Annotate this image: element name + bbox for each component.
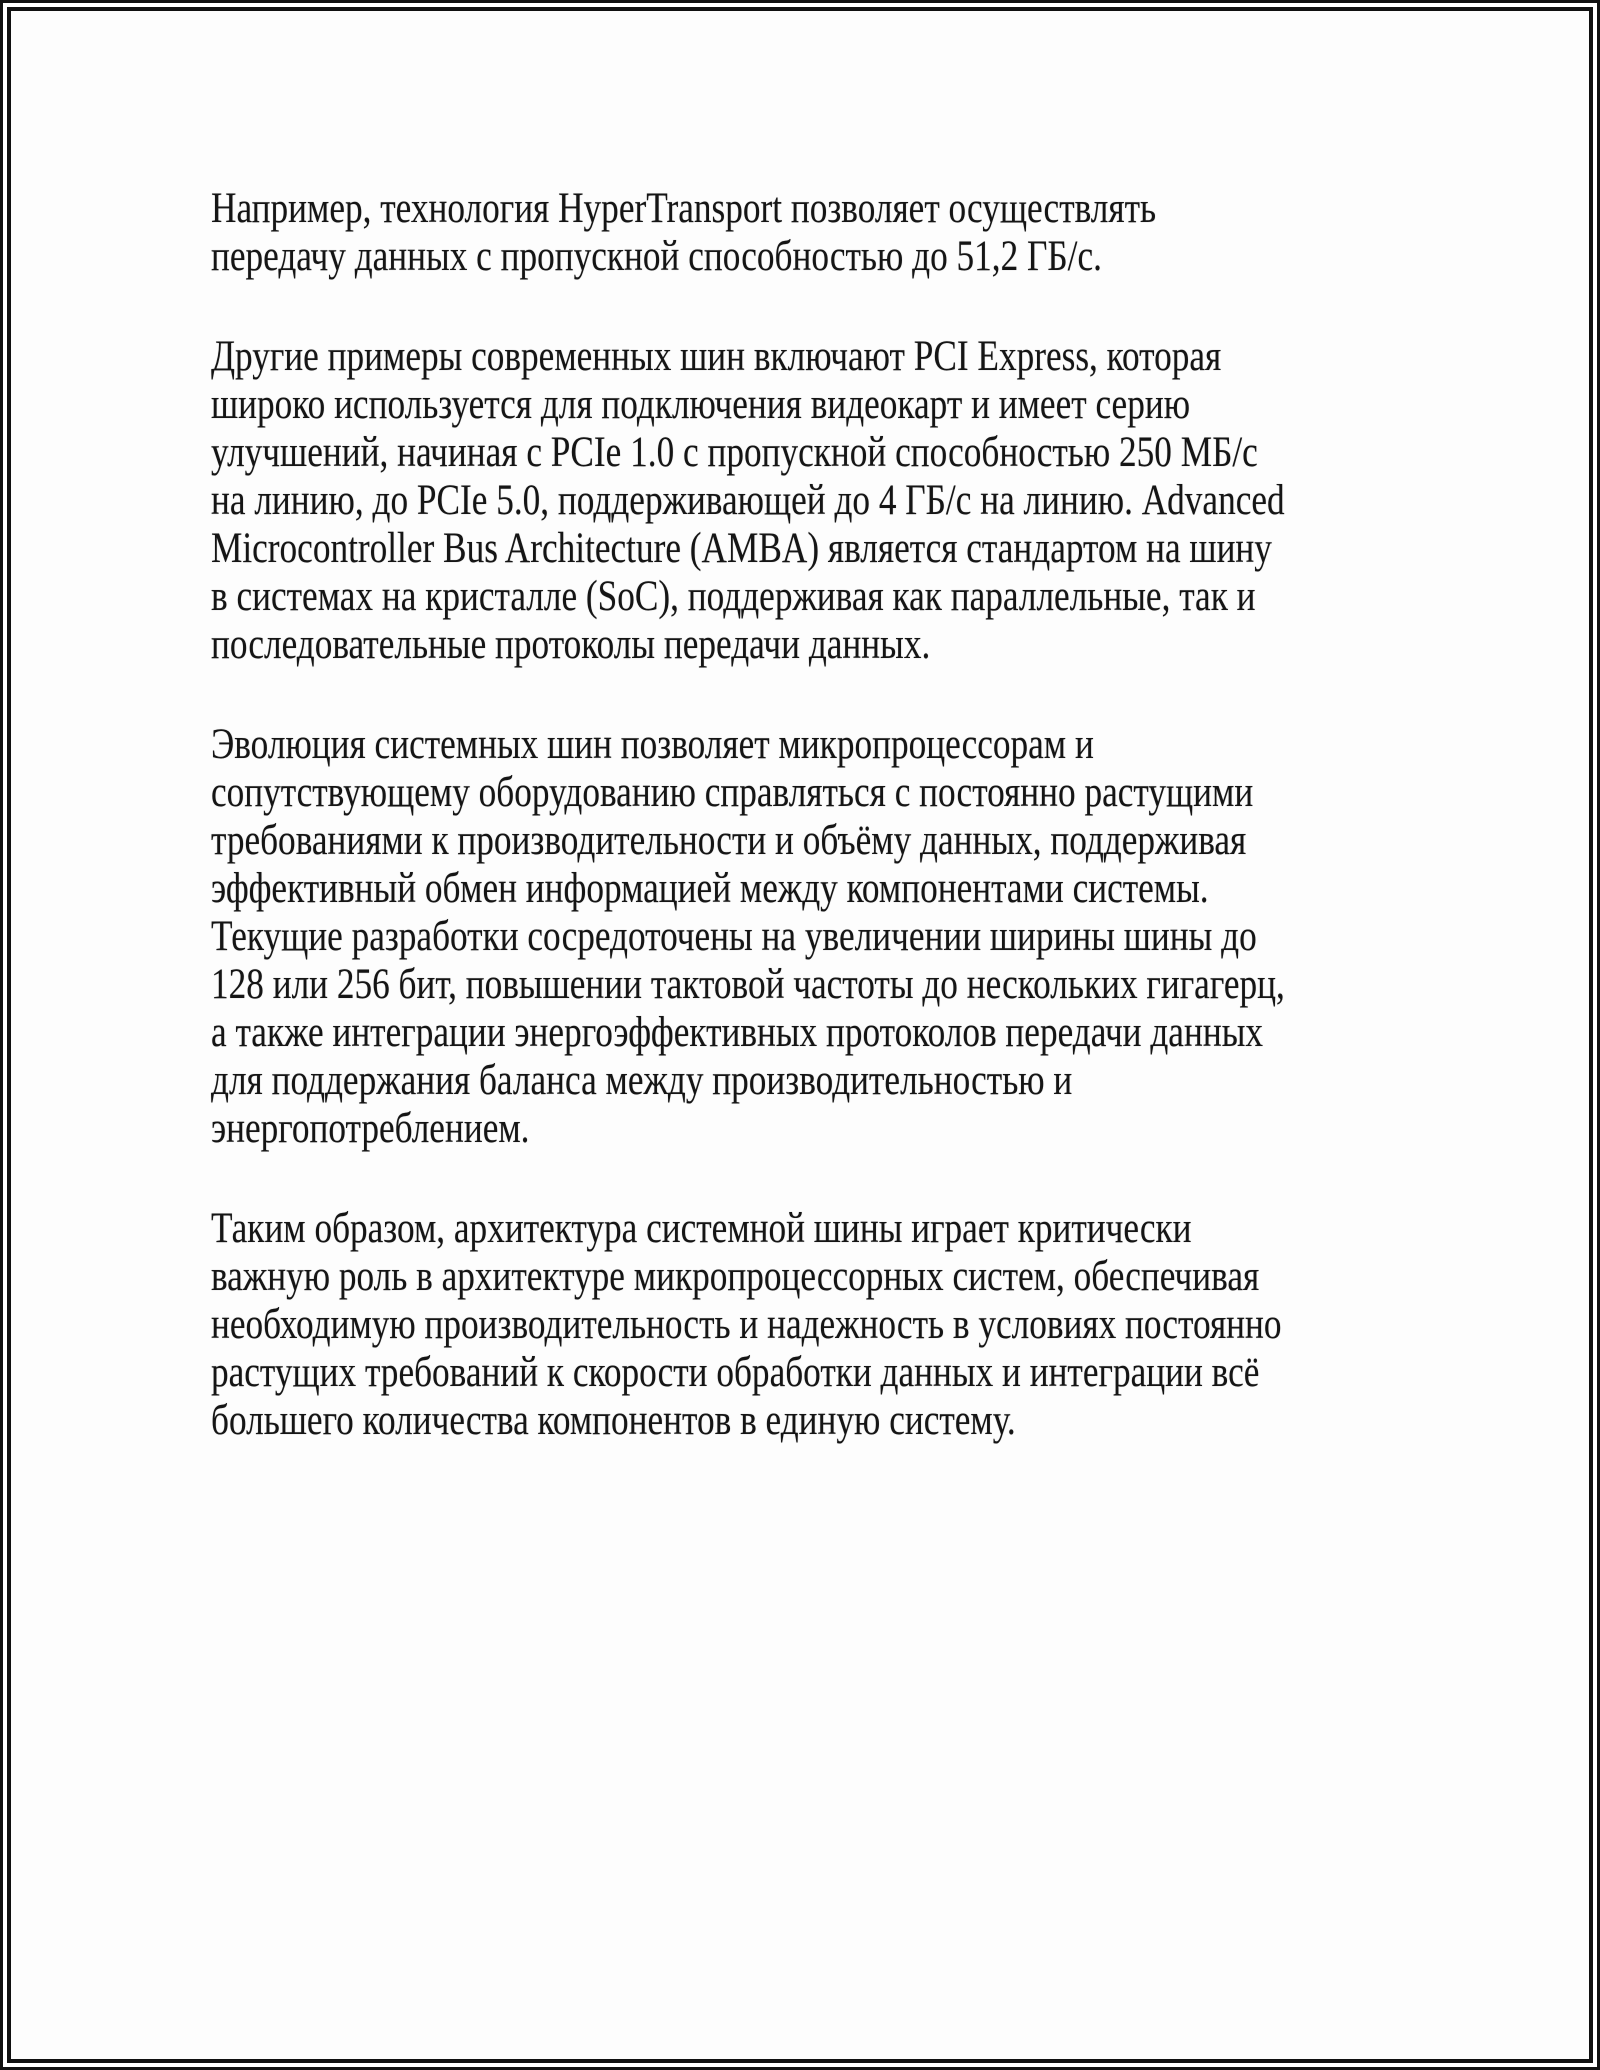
text-line: Например, технология HyperTransport позволяет осуществлять [211,185,1157,232]
text-line: Microcontroller Bus Architecture (AMBA) является стандартом на шину [211,525,1272,572]
text-line: широко используется для подключения видеокарт и имеет серию [211,381,1191,428]
text-line: 128 или 256 бит, повышении тактовой частоты до нескольких гигагерц, [211,961,1285,1008]
text-line: важную роль в архитектуре микропроцессорных систем, обеспечивая [211,1253,1260,1300]
text-line: а также интеграции энергоэффективных протоколов передачи данных [211,1009,1264,1056]
document-text [211,185,1285,1497]
text-line: Эволюция системных шин позволяет микропроцессорам и [211,721,1094,768]
paragraph [211,721,1285,1153]
text-line: необходимую производительность и надежность в условиях постоянно [211,1301,1282,1348]
text-line: Таким образом, архитектура системной шины играет критически [211,1205,1192,1252]
text-line: для поддержания баланса между производительностью и [211,1057,1073,1104]
paragraph [211,185,1285,281]
text-line: эффективный обмен информацией между компонентами системы. [211,865,1209,912]
text-line: сопутствующему оборудованию справляться с постоянно растущими [211,769,1254,816]
text-line: Другие примеры современных шин включают PCI Express, которая [211,333,1222,380]
paragraph [211,1205,1285,1445]
text-line: в системах на кристалле (SoC), поддерживая как параллельные, так и [211,573,1256,620]
text-line: растущих требований к скорости обработки данных и интеграции всё [211,1349,1260,1396]
page-border-frame [7,7,1593,2063]
text-line: требованиями к производительности и объёму данных, поддерживая [211,817,1247,864]
paragraph [211,333,1285,669]
text-line: большего количества компонентов в единую систему. [211,1397,1016,1444]
text-line: последовательные протоколы передачи данных. [211,621,931,668]
text-line: энергопотреблением. [211,1105,530,1152]
text-line: на линию, до PCIe 5.0, поддерживающей до 4 ГБ/с на линию. Advanced [211,477,1285,524]
text-line: улучшений, начиная с PCIe 1.0 с пропускной способностью 250 МБ/с [211,429,1258,476]
text-line: передачу данных с пропускной способностью до 51,2 ГБ/с. [211,233,1102,280]
text-line: Текущие разработки сосредоточены на увеличении ширины шины до [211,913,1257,960]
